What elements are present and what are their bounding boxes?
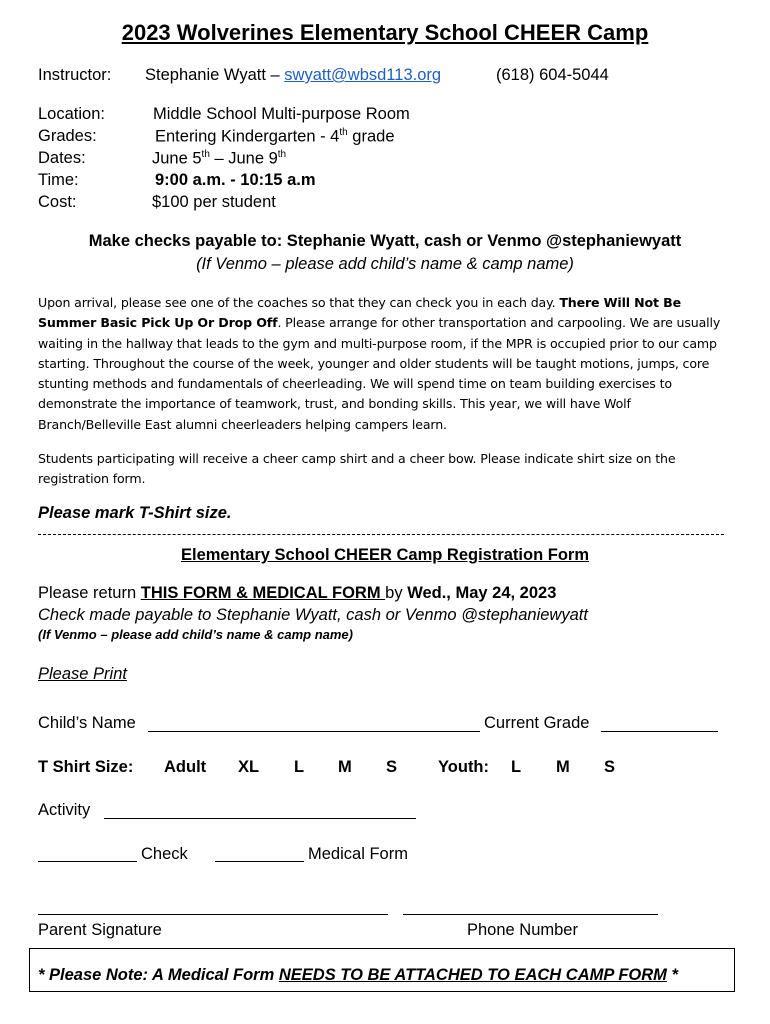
activity-label: Activity: [38, 801, 91, 819]
tshirt-size-label: T Shirt Size:: [38, 758, 134, 776]
current-grade-label: Current Grade: [484, 714, 590, 732]
grades-text: Entering Kindergarten - 4: [155, 127, 340, 146]
parent-signature-field[interactable]: [38, 914, 388, 915]
return-date: Wed., May 24, 2023: [407, 584, 557, 602]
dates-label: Dates:: [38, 149, 86, 167]
check-label: Check: [141, 845, 188, 863]
youth-size-m[interactable]: M: [556, 758, 570, 776]
instructor-email-link[interactable]: swyatt@wbsd113.org: [284, 66, 442, 84]
shirt-paragraph: Students participating will receive a cheer camp shirt and a cheer bow. Please indicate shirt size on the registration form.: [38, 451, 676, 487]
youth-label: Youth:: [438, 758, 490, 776]
phone-number-field[interactable]: [403, 914, 658, 915]
form-title: Elementary School CHEER Camp Registration Form: [181, 546, 589, 564]
arrival-text-rest: . Please arrange for other transportation and carpooling. We are usually waiting in the hallway that leads to the gym and multi-purpose room, if the MPR is occupied prior to our camp starting. Throughout the course of the week, younger and older students will be taught motions, jumps, core stunting methods and fundamentals of cheerleading. We will spend time on team building exercises to demonstrate the importance of teamwork, trust, and bonding skills. This year, we will have Wolf Branch/Belleville East alumni cheerleaders helping campers learn.: [38, 315, 721, 432]
adult-label: Adult: [164, 758, 207, 776]
no-pickup-notice: There Will Not Be Summer Basic Pick Up Or Drop Off: [38, 295, 681, 331]
please-print: Please Print: [38, 665, 127, 683]
arrival-text: Upon arrival, please see one of the coaches so that they can check you in each day.: [38, 295, 560, 310]
instructor-info: [145, 66, 441, 85]
youth-size-s[interactable]: S: [604, 758, 616, 776]
note-text: * Please Note: A Medical Form: [38, 966, 279, 984]
tshirt-note: Please mark T-Shirt size.: [38, 504, 232, 522]
dates-value: [152, 149, 286, 169]
adult-size-l[interactable]: L: [294, 758, 305, 776]
time-value: 9:00 a.m. - 10:15 a.m: [155, 171, 316, 189]
grades-value: [155, 127, 395, 147]
grades-label: Grades:: [38, 127, 97, 145]
medical-note: [38, 966, 678, 985]
note-end: *: [666, 966, 678, 984]
arrival-paragraph: [38, 293, 728, 435]
check-payable-line: Check made payable to Stephanie Wyatt, cash or Venmo @stephaniewyatt: [38, 606, 588, 624]
parent-signature-label: Parent Signature: [38, 921, 162, 939]
time-label: Time:: [38, 171, 79, 189]
location-value: Middle School Multi-purpose Room: [153, 105, 410, 123]
dates-start: June 5: [152, 149, 202, 168]
return-form-emphasis: THIS FORM & MEDICAL FORM: [140, 584, 386, 602]
location-label: Location:: [38, 105, 105, 123]
form-venmo-note: (If Venmo – please add child’s name & camp name): [38, 627, 353, 642]
return-instructions: [38, 584, 556, 603]
note-emphasis: NEEDS TO BE ATTACHED TO EACH CAMP FORM: [278, 966, 667, 984]
return-by: by: [385, 584, 408, 602]
grades-sup: th: [339, 127, 348, 138]
dates-end: – June 9: [209, 149, 278, 168]
check-field[interactable]: [38, 861, 137, 862]
payable-line: Make checks payable to: Stephanie Wyatt, cash or Venmo @stephaniewyatt: [88, 232, 682, 250]
instructor-phone: (618) 604-5044: [496, 66, 609, 84]
adult-size-s[interactable]: S: [386, 758, 398, 776]
instructor-label: Instructor:: [38, 66, 112, 84]
grades-text-end: grade: [347, 127, 395, 146]
youth-size-l[interactable]: L: [511, 758, 522, 776]
instructor-name: Stephanie Wyatt –: [145, 66, 285, 84]
page-title: 2023 Wolverines Elementary School CHEER Camp: [121, 20, 649, 45]
dates-sup-start: th: [201, 149, 210, 160]
cost-label: Cost:: [38, 193, 77, 211]
cost-value: $100 per student: [152, 193, 276, 211]
child-name-field[interactable]: [148, 731, 480, 732]
cut-line-divider: [38, 534, 724, 535]
dates-sup-end: th: [277, 149, 287, 160]
adult-size-xl[interactable]: XL: [238, 758, 260, 776]
medical-form-label: Medical Form: [308, 845, 408, 863]
current-grade-field[interactable]: [601, 731, 718, 732]
child-name-label: Child’s Name: [38, 714, 136, 732]
medical-form-field[interactable]: [215, 861, 304, 862]
return-text: Please return: [38, 584, 141, 602]
phone-number-label: Phone Number: [467, 921, 578, 939]
venmo-note: (If Venmo – please add child’s name & camp name): [196, 255, 574, 273]
adult-size-m[interactable]: M: [338, 758, 352, 776]
activity-field[interactable]: [104, 818, 416, 819]
